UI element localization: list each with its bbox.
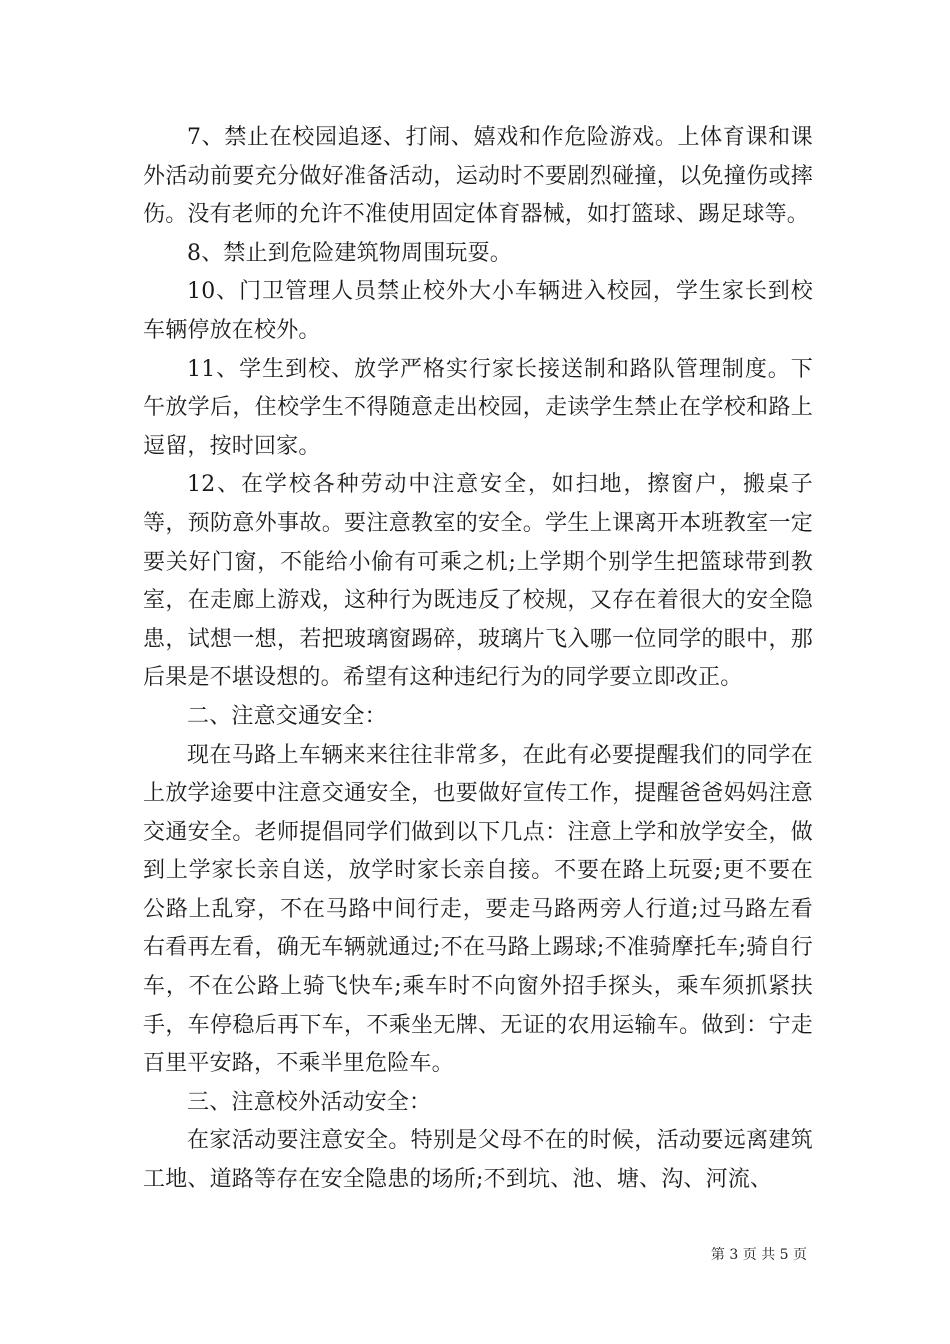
paragraph-rule-11: 11、学生到校、放学严格实行家长接送制和路队管理制度。下午放学后，住校学生不得随意走出校园，走读学生禁止在学校和路上逗留，按时回家。 bbox=[143, 356, 813, 459]
paragraph-traffic-safety: 现在马路上车辆来来往往非常多，在此有必要提醒我们的同学在上放学途要中注意交通安全，也要做好宣传工作，提醒爸爸妈妈注意交通安全。老师提倡同学们做到以下几点：注意上学和放学安全，做到上学家长亲自送，放学时家长亲自接。不要在路上玩耍;更不要在公路上乱穿，不在马路中间行走，要走马路两旁人行道;过马路左看右看再左看，确无车辆就通过;不在马路上踢球;不准骑摩托车;骑自行车，不在公路上骑飞快车;乘车时不向窗外招手探头，乘车须抓紧扶手，车停稳后再下车，不乘坐无牌、无证的农用运输车。做到：宁走百里平安路，不乘半里危险车。 bbox=[143, 742, 813, 1077]
page-number-footer: 第 3 页 共 5 页 bbox=[710, 1247, 807, 1263]
paragraph-rule-8: 8、禁止到危险建筑物周围玩耍。 bbox=[187, 240, 512, 266]
section-heading-outdoor-safety: 三、注意校外活动安全： bbox=[187, 1089, 432, 1115]
section-heading-traffic-safety: 二、注意交通安全： bbox=[187, 703, 387, 729]
paragraph-outdoor-safety: 在家活动要注意安全。特别是父母不在的时候，活动要远离建筑工地、道路等存在安全隐患的场所;不到坑、池、塘、沟、河流、 bbox=[143, 1128, 813, 1193]
paragraph-rule-7: 7、禁止在校园追逐、打闹、嬉戏和作危险游戏。上体育课和课外活动前要充分做好准备活动，运动时不要剧烈碰撞，以免撞伤或摔伤。没有老师的允许不准使用固定体育器械，如打篮球、踢足球等。 bbox=[143, 125, 813, 228]
document-body bbox=[143, 119, 813, 1200]
paragraph-rule-10: 10、门卫管理人员禁止校外大小车辆进入校园，学生家长到校车辆停放在校外。 bbox=[143, 279, 813, 343]
paragraph-rule-12: 12、在学校各种劳动中注意安全，如扫地，擦窗户，搬桌子等，预防意外事故。要注意教室的安全。学生上课离开本班教室一定要关好门窗，不能给小偷有可乘之机;上学期个别学生把篮球带到教室，在走廊上游戏，这种行为既违反了校规，又存在着很大的安全隐患，试想一想，若把玻璃窗踢碎，玻璃片飞入哪一位同学的眼中，那后果是不堪设想的。希望有这种违纪行为的同学要立即改正。 bbox=[143, 472, 813, 691]
